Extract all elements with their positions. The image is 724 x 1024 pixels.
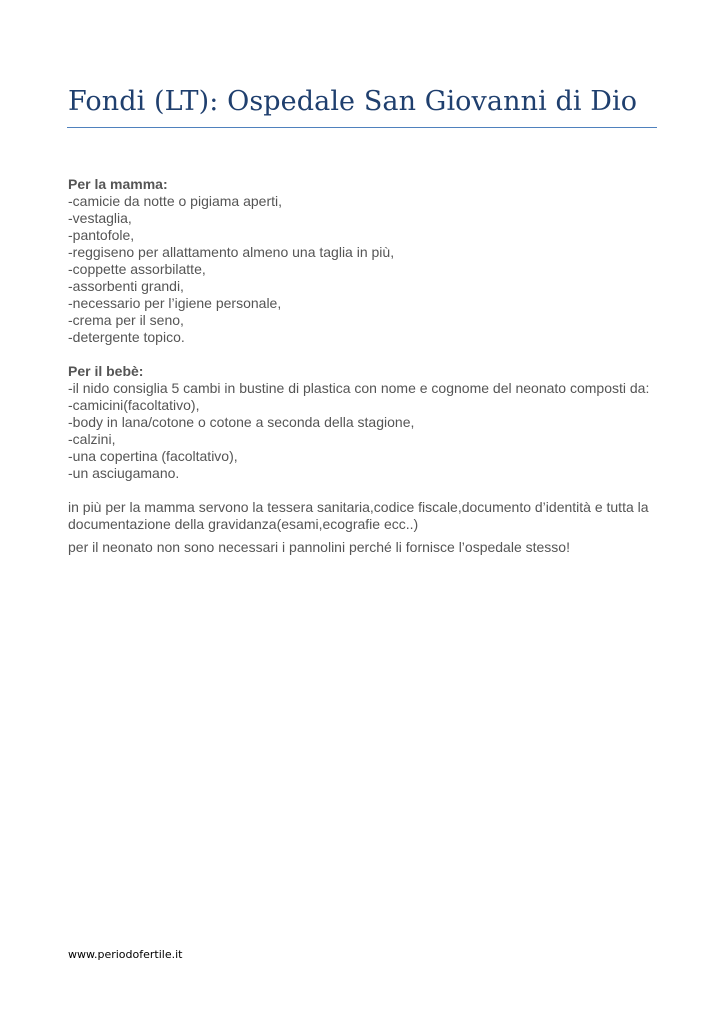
list-item: -body in lana/cotone o cotone a seconda della stagione, xyxy=(68,414,415,430)
document-body xyxy=(68,176,668,556)
list-item: -assorbenti grandi, xyxy=(68,278,184,294)
list-item: -necessario per l’igiene personale, xyxy=(68,295,282,311)
list-item: -un asciugamano. xyxy=(68,465,180,481)
section-heading-mamma: Per la mamma: xyxy=(68,176,168,192)
list-item: -vestaglia, xyxy=(68,210,132,226)
list-item: -camicini(facoltativo), xyxy=(68,397,200,413)
list-item: -detergente topico. xyxy=(68,329,185,345)
list-item: -crema per il seno, xyxy=(68,312,184,328)
section-heading-bebe: Per il bebè: xyxy=(68,363,144,379)
section-bebe xyxy=(68,363,668,482)
list-item: -camicie da notte o pigiama aperti, xyxy=(68,193,282,209)
note-diapers: per il neonato non sono necessari i pannolini perché li fornisce l’ospedale stesso! xyxy=(68,539,570,555)
title-underline xyxy=(67,127,657,128)
list-item: -il nido consiglia 5 cambi in bustine di plastica con nome e cognome del neonato composti da: xyxy=(68,380,650,396)
list-item: -reggiseno per allattamento almeno una taglia in più, xyxy=(68,244,395,260)
list-item: -calzini, xyxy=(68,431,116,447)
list-item: -coppette assorbilatte, xyxy=(68,261,206,277)
footer-website: www.periodofertile.it xyxy=(68,948,183,961)
section-mamma xyxy=(68,176,668,346)
list-item: -una copertina (facoltativo), xyxy=(68,448,238,464)
list-item: -pantofole, xyxy=(68,227,135,243)
page-title: Fondi (LT): Ospedale San Giovanni di Dio xyxy=(68,86,638,117)
note-documents: in più per la mamma servono la tessera sanitaria,codice fiscale,documento d’identità e tutta la documentazione della gravidanza(esami,ecografie ecc..) xyxy=(68,499,649,532)
